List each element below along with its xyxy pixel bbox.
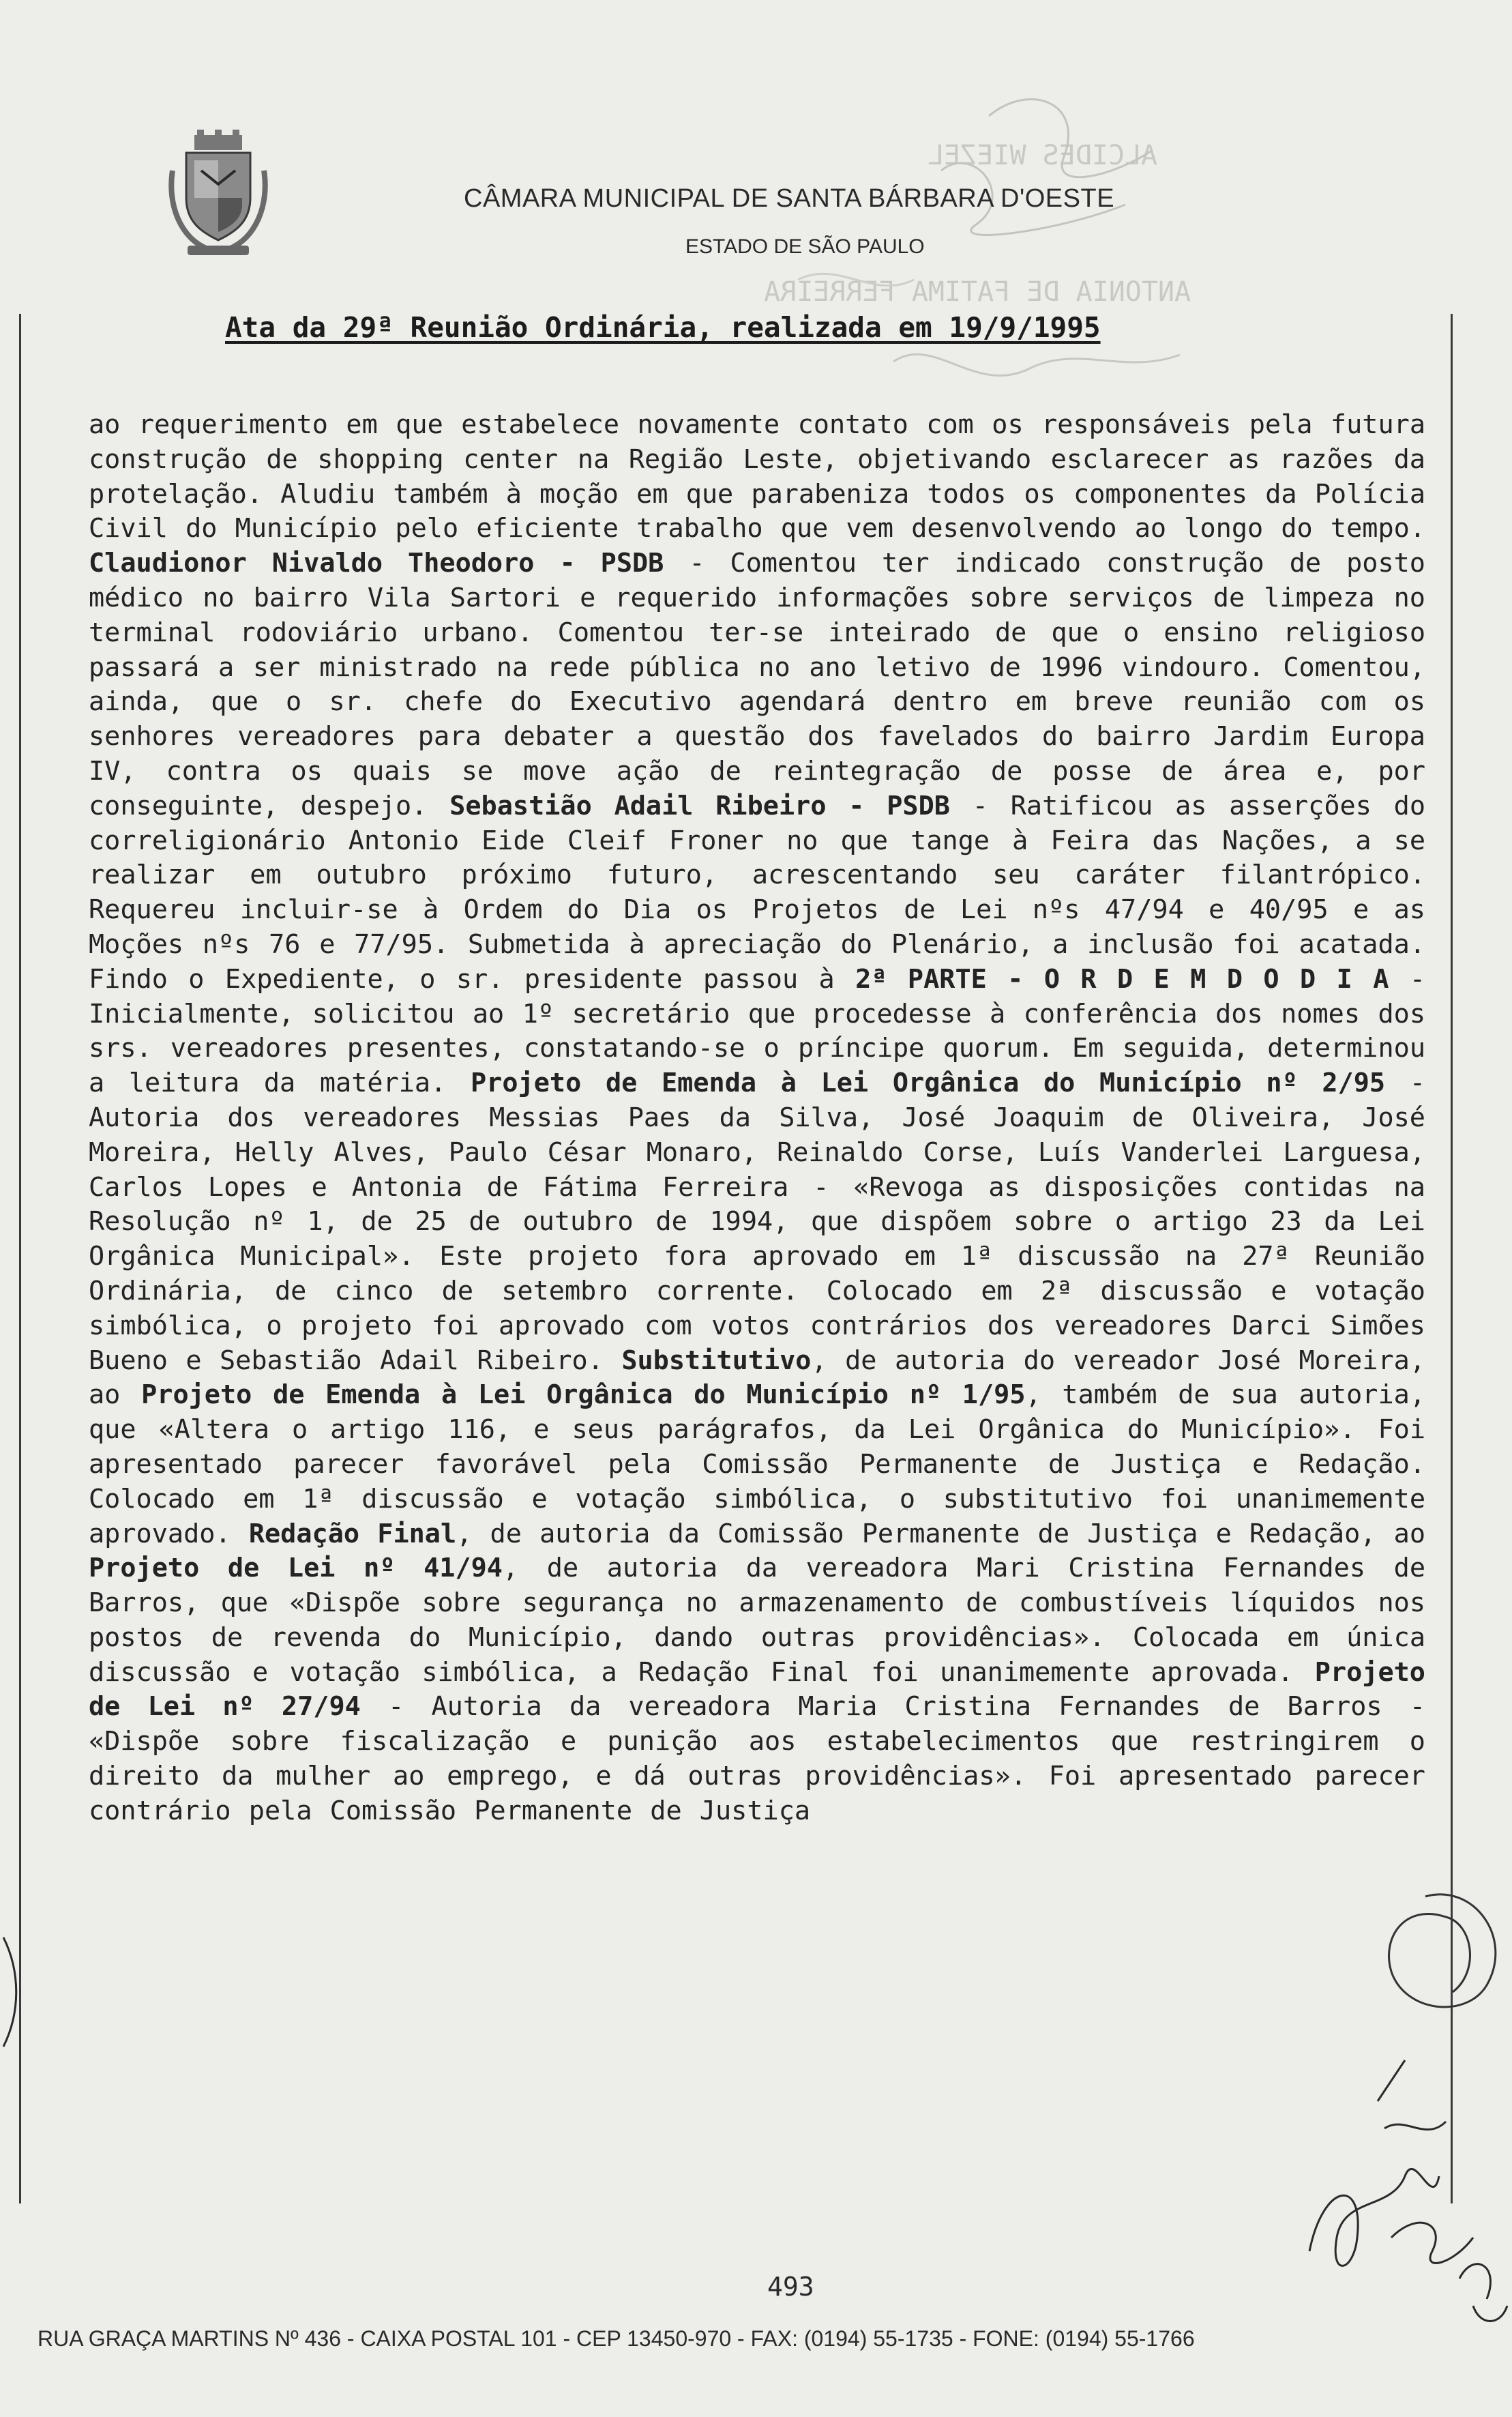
bill-title: Substitutivo bbox=[621, 1345, 812, 1376]
bill-title: Projeto de Emenda à Lei Orgânica do Município nº 2/95 bbox=[471, 1068, 1386, 1099]
footer-address: RUA GRAÇA MARTINS Nº 436 - CAIXA POSTAL 101 - CEP 13450-970 - FAX: (0194) 55-1735 - FONE: (0194) 55-1766 bbox=[38, 2326, 1195, 2351]
text-run: - Autoria da vereadora Maria Cristina Fernandes de Barros - «Dispõe sobre fiscalização e punição aos estabelecimentos que restringirem o direito da mulher ao emprego, e dá outras providências». Foi apresentado parecer contrário pela Comissão Permanente de Justiça bbox=[89, 1691, 1426, 1826]
handwritten-signatures bbox=[1269, 1856, 1512, 2333]
text-run: - Comentou ter indicado construção de posto médico no bairro Vila Sartori e requerido informações sobre serviços de limpeza no terminal rodoviário urbano. Comentou ter-se inteirado de que o ensino religioso passará a ser ministrado na rede pública no ano letivo de 1996 vindouro. Comentou, ainda, que o sr. chefe do Executivo agendará dentro em breve reunião com os senhores vereadores para debater a questão dos favelados do bairro Jardim Europa IV, contra os quais se move ação de reintegração de posse de área e, por conseguinte, despejo. bbox=[89, 548, 1425, 821]
minutes-body-text bbox=[89, 408, 1425, 1829]
bill-title: Projeto de Emenda à Lei Orgânica do Município nº 1/95 bbox=[141, 1379, 1026, 1411]
bleed-through-name: ANTONIA DE FATIMA FERREIRA bbox=[764, 276, 1191, 308]
text-run: - Autoria dos vereadores Messias Paes da Silva, José Joaquim de Oliveira, José Moreira, Helly Alves, Paulo César Monaro, Reinaldo Corse, Luís Vanderlei Larguesa, Carlos Lopes e Antonia de Fátima Ferreira - «Revoga as disposições contidas na Resolução nº 1, de 25 de outubro de 1994, que dispõem sobre o artigo 23 da Lei Orgânica Municipal». Este projeto fora aprovado em 1ª discussão na 27ª Reunião Ordinária, de cinco de setembro corrente. Colocado em 2ª discussão e votação simbólica, o projeto foi aprovado com votos contrários dos vereadores Darci Simões Bueno e Sebastião Adail Ribeiro. bbox=[89, 1068, 1425, 1376]
left-margin-rule bbox=[19, 314, 21, 2203]
bleed-through-name: ALCIDES WIEZEL bbox=[928, 140, 1158, 171]
text-run: - Inicialmente, solicitou ao 1º secretário que procedesse à conferência dos nomes dos srs. vereadores presentes, constatando-se o príncipe quorum. Em seguida, determinou a leitura da matéria. bbox=[89, 963, 1425, 1099]
organization-state: ESTADO DE SÃO PAULO bbox=[685, 235, 925, 258]
text-run: ao requerimento em que estabelece novamente contato com os responsáveis pela futura construção de shopping center na Região Leste, objetivando esclarecer as razões da protelação. Aludiu também à moção em que parabeniza todos os componentes da Polícia Civil do Município pelo eficiente trabalho que vem desenvolvendo ao longo do tempo. bbox=[89, 409, 1425, 544]
right-margin-rule bbox=[1451, 314, 1453, 2203]
margin-mark bbox=[0, 1931, 27, 2053]
speaker-name: Sebastião Adail Ribeiro - PSDB bbox=[449, 790, 950, 821]
text-run: , de autoria do vereador José Moreira, ao bbox=[89, 1345, 1425, 1411]
document-title: Ata da 29ª Reunião Ordinária, realizada em 19/9/1995 bbox=[225, 311, 1101, 344]
organization-name: CÂMARA MUNICIPAL DE SANTA BÁRBARA D'OESTE bbox=[464, 184, 1115, 213]
bill-title: Redação Final bbox=[248, 1518, 457, 1549]
text-run: , de autoria da Comissão Permanente de Justiça e Redação, ao bbox=[456, 1518, 1426, 1549]
speaker-name: Claudionor Nivaldo Theodoro - PSDB bbox=[89, 548, 664, 579]
bill-title: Projeto de Lei nº 41/94 bbox=[89, 1553, 503, 1584]
bill-title: Projeto de Lei nº 27/94 bbox=[89, 1656, 1425, 1723]
text-run: - Ratificou as asserções do correligionário Antonio Eide Cleif Froner no que tange à Feira das Nações, a se realizar em outubro próximo futuro, acrescentando seu caráter filantrópico. Requereu incluir-se à Ordem do Dia os Projetos de Lei nºs 47/94 e 40/95 e as Moções nºs 76 e 77/95. Submetida à apreciação do Plenário, a inclusão foi acatada. Findo o Expediente, o sr. presidente passou à bbox=[89, 790, 1426, 995]
municipal-crest-logo bbox=[167, 130, 269, 259]
text-run: , de autoria da vereadora Mari Cristina Fernandes de Barros, que «Dispõe sobre segurança no armazenamento de combustíveis líquidos nos postos de revenda do Município, dando outras providências». Colocada em única discussão e votação simbólica, a Redação Final foi unanimemente aprovada. bbox=[89, 1553, 1425, 1688]
page-number: 493 bbox=[767, 2272, 814, 2302]
text-run: , também de sua autoria, que «Altera o artigo 116, e seus parágrafos, da Lei Orgânica do Município». Foi apresentado parecer favorável pela Comissão Permanente de Justiça e Redação. Colocado em 1ª discussão e votação simbólica, o substitutivo foi unanimemente aprovado. bbox=[89, 1379, 1425, 1549]
section-heading: 2ª PARTE - O R D E M D O D I A bbox=[855, 963, 1389, 995]
